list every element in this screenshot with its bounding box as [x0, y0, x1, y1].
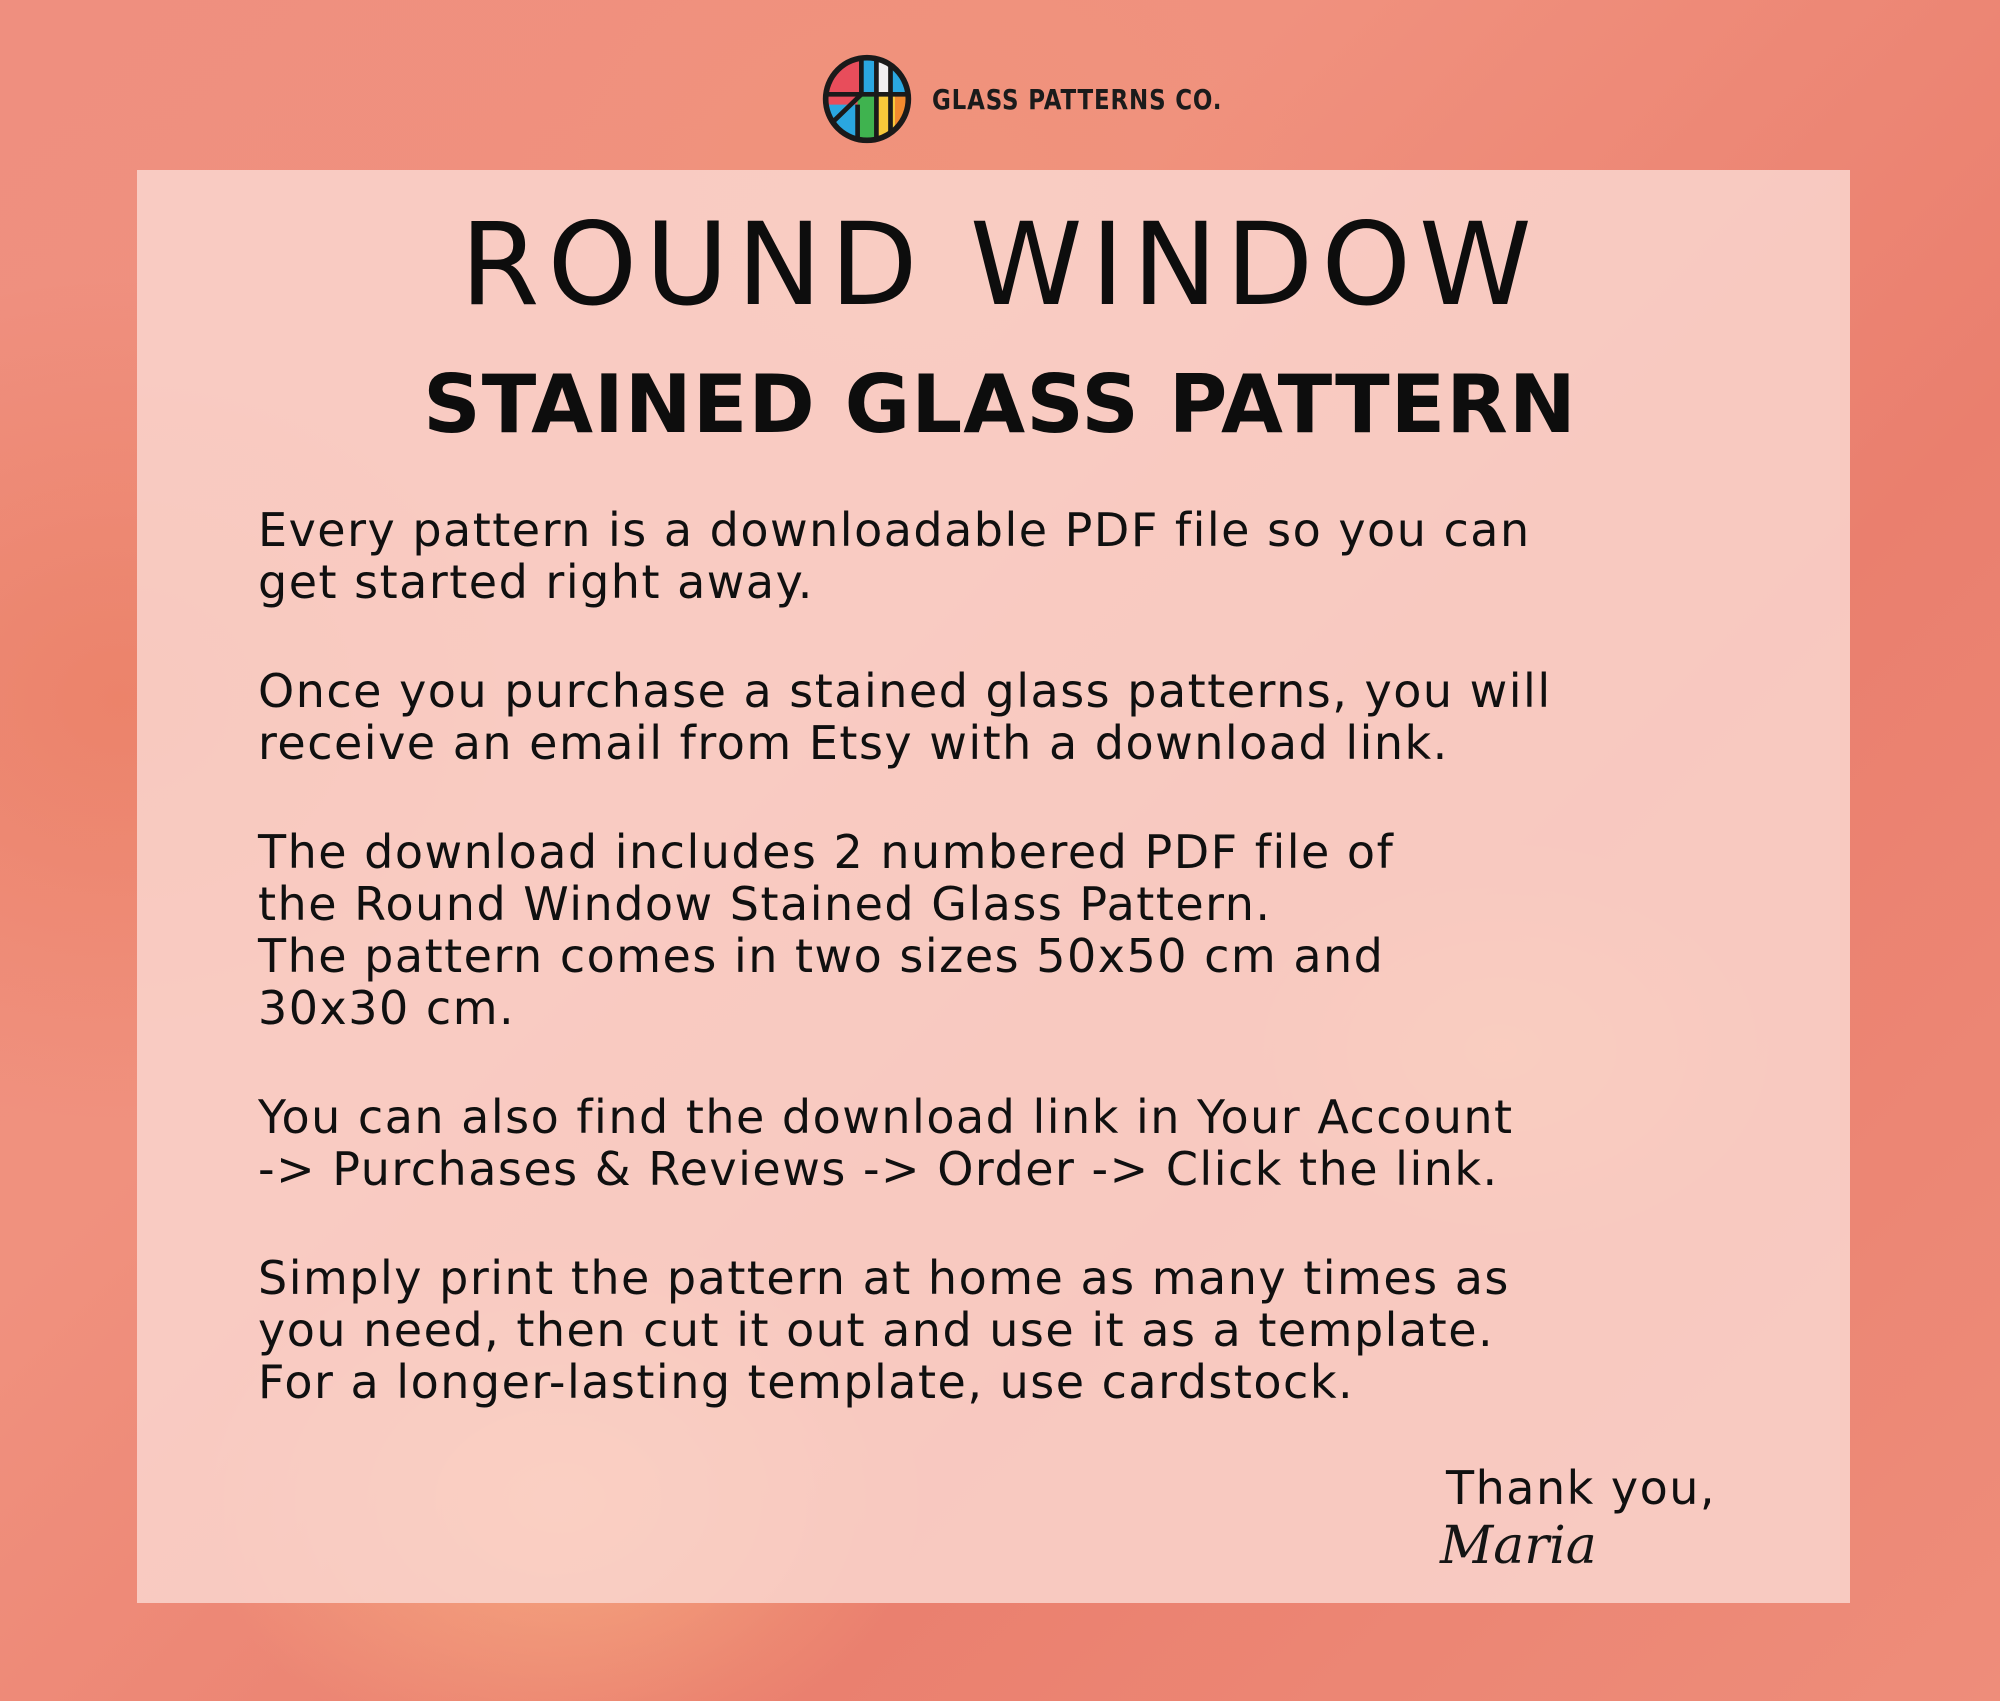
- paragraph-download-format: Every pattern is a downloadable PDF file so you can get started right away.: [258, 503, 1531, 609]
- page-subtitle: STAINED GLASS PATTERN: [423, 358, 1577, 451]
- paragraph-printing-tips: Simply print the pattern at home as many times as you need, then cut it out and use it as a template. For a longer-lasting template, use cardstock.: [258, 1251, 1510, 1409]
- closing-thanks: Thank you,: [1446, 1461, 1716, 1515]
- paragraph-download-contents: The download includes 2 numbered PDF file of the Round Window Stained Glass Pattern. The pattern comes in two sizes 50x50 cm and 30x30 cm.: [258, 825, 1395, 1035]
- page-title: ROUND WINDOW: [460, 198, 1540, 331]
- signature: Maria: [1440, 1516, 1597, 1576]
- paragraph-purchase-email: Once you purchase a stained glass patterns, you will receive an email from Etsy with a download link.: [258, 664, 1552, 770]
- paragraph-account-link: You can also find the download link in Your Account -> Purchases & Reviews -> Order -> Click the link.: [258, 1090, 1514, 1196]
- brand-logo: [820, 52, 1286, 146]
- brand-name: GLASS PATTERNS CO.: [932, 82, 1223, 116]
- instructions: [258, 504, 1838, 1465]
- stained-glass-circle-icon: [820, 52, 914, 146]
